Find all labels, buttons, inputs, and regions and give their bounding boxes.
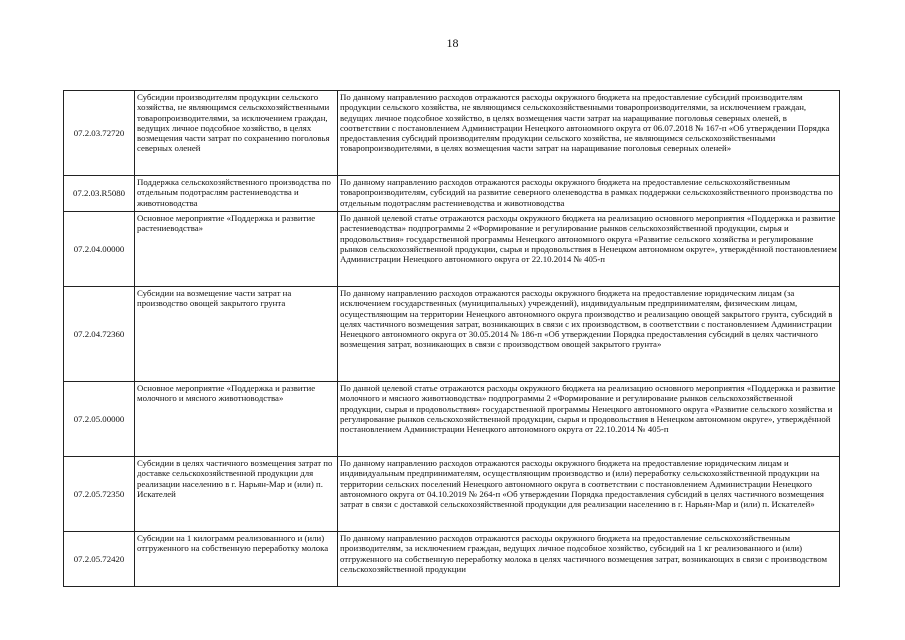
target-article-name: Основное мероприятие «Поддержка и развитие молочного и мясного животноводства» — [135, 382, 338, 457]
target-article-code: 07.2.03.72720 — [64, 91, 135, 176]
target-article-code: 07.2.05.72350 — [64, 457, 135, 532]
page-number: 18 — [446, 36, 459, 50]
target-article-description: По данной целевой статье отражаются расходы окружного бюджета на реализацию основного мероприятия «Поддержка и развитие молочного и мясного животноводства» подпрограммы 2 «Формирование и регулирование рынков сельскохозяйственной продукции, сырья и продовольствия» государственной программы Ненецкого автономного округа «Развитие сельского хозяйства и регулирование рынков сельскохозяйственной продукции, сырья и продовольствия в Ненецком автономном округе», утверждённой постановлением Администрации Ненецкого автономного округа от 22.10.2014 № 405-п — [338, 382, 840, 457]
target-article-code: 07.2.04.00000 — [64, 212, 135, 287]
table-row — [64, 176, 840, 212]
target-article-name: Субсидии на возмещение части затрат на производство овощей закрытого грунта — [135, 287, 338, 382]
target-article-code: 07.2.03.R5080 — [64, 176, 135, 212]
target-article-name: Основное мероприятие «Поддержка и развитие растениеводства» — [135, 212, 338, 287]
target-article-description: По данному направлению расходов отражаются расходы окружного бюджета на предоставление юридическим лицам (за исключением государственных (муниципальных) учреждений), индивидуальным предпринимателям, физическим лицам, осуществляющим на территории Ненецкого автономного округа производство и реализацию овощей закрытого грунта, субсидий в целях частичного возмещения затрат, возникающих в связи с их производством, в соответствии с постановлением Администрации Ненецкого автономного округа от 30.05.2014 № 186-п «Об утверждении Порядка предоставления субсидий в целях частичного возмещения затрат, возникающих в связи с производством овощей закрытого грунта» — [338, 287, 840, 382]
target-article-code: 07.2.04.72360 — [64, 287, 135, 382]
table-row — [64, 382, 840, 457]
table-row — [64, 457, 840, 532]
target-article-name: Субсидии на 1 килограмм реализованного и (или) отгруженного на собственную переработку молока — [135, 532, 338, 587]
target-article-name: Субсидии производителям продукции сельского хозяйства, не являющимся сельскохозяйственными товаропроизводителями, за исключением граждан, ведущих личное подсобное хозяйство, в целях возмещения части затрат по сохранению поголовья северных оленей — [135, 91, 338, 176]
target-article-description: По данной целевой статье отражаются расходы окружного бюджета на реализацию основного мероприятия «Поддержка и развитие растениеводства» подпрограммы 2 «Формирование и регулирование рынков сельскохозяйственной продукции, сырья и продовольствия» государственной программы Ненецкого автономного округа «Развитие сельского хозяйства и регулирование рынков сельскохозяйственной продукции, сырья и продовольствия в Ненецком автономном округе», утверждённой постановлением Администрации Ненецкого автономного округа от 22.10.2014 № 405-п — [338, 212, 840, 287]
table-row — [64, 91, 840, 176]
target-article-description: По данному направлению расходов отражаются расходы окружного бюджета на предоставление сельскохозяйственным производителям, за исключением граждан, ведущих личное подсобное хозяйство, субсидий на 1 кг реализованного и (или) отгруженного на собственную переработку молока в целях частичного возмещения затрат, возникающих в связи с производством сельскохозяйственной продукции — [338, 532, 840, 587]
table-row — [64, 287, 840, 382]
target-article-name: Поддержка сельскохозяйственного производства по отдельным подотраслям растениеводства и животноводства — [135, 176, 338, 212]
table-row — [64, 212, 840, 287]
budget-classification-table — [63, 90, 840, 587]
target-article-code: 07.2.05.72420 — [64, 532, 135, 587]
target-article-name: Субсидии в целях частичного возмещения затрат по доставке сельскохозяйственной продукции для реализации населению в г. Нарьян-Мар и (или) п. Искателей — [135, 457, 338, 532]
target-article-code: 07.2.05.00000 — [64, 382, 135, 457]
target-article-description: По данному направлению расходов отражаются расходы окружного бюджета на предоставление субсидий производителям продукции сельского хозяйства, не являющимся сельскохозяйственными товаропроизводителями, за исключением граждан, ведущих личное подсобное хозяйство, в целях возмещения части затрат на наращивание поголовья северных оленей, в соответствии с постановлением Администрации Ненецкого автономного округа от 06.07.2018 № 167-п «Об утверждении Порядка предоставления субсидий производителям продукции сельского хозяйства, не являющимся сельскохозяйственными товаропроизводителями, в целях возмещения части затрат на наращивание поголовья северных оленей» — [338, 91, 840, 176]
target-article-description: По данному направлению расходов отражаются расходы окружного бюджета на предоставление сельскохозяйственным товаропроизводителям, субсидий на развитие северного оленеводства в рамках поддержки сельскохозяйственного производства по отдельным подотраслям растениеводства и животноводства — [338, 176, 840, 212]
target-article-description: По данному направлению расходов отражаются расходы окружного бюджета на предоставление юридическим лицам и индивидуальным предпринимателям, осуществляющим производство и (или) переработку сельскохозяйственной продукции на территории сельских поселений Ненецкого автономного округа в соответствии с постановлением Администрации Ненецкого автономного округа от 04.10.2019 № 264-п «Об утверждении Порядка предоставления субсидий в целях частичного возмещения затрат в связи с доставкой сельскохозяйственной продукции для реализации населению в г. Нарьян-Мар и (или) п. Искателей» — [338, 457, 840, 532]
table-row — [64, 532, 840, 587]
